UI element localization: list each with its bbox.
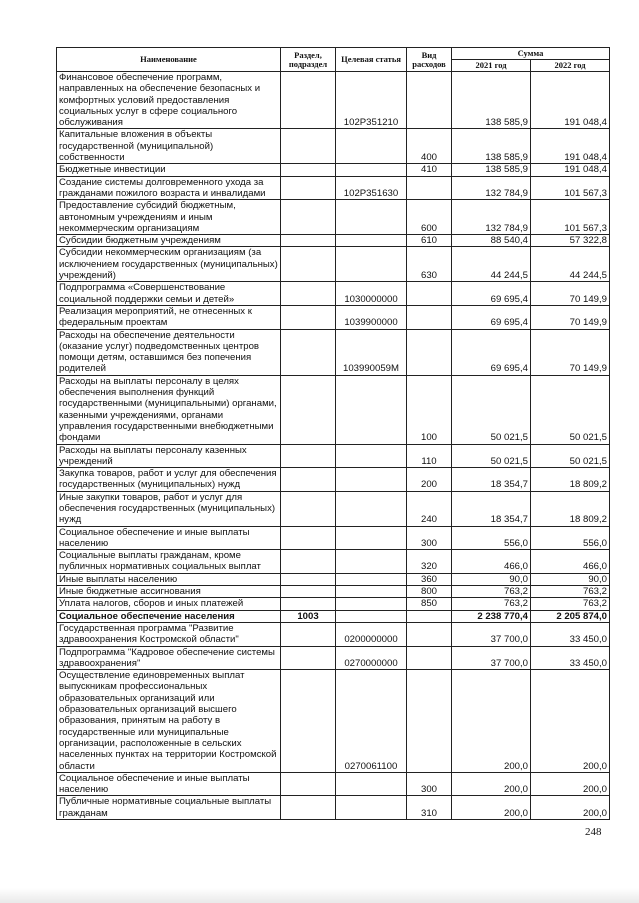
cell-2022: 191 048,4 bbox=[531, 72, 610, 129]
cell-2021: 200,0 bbox=[452, 772, 531, 796]
cell-section bbox=[281, 444, 336, 468]
cell-section bbox=[281, 550, 336, 574]
cell-type: 110 bbox=[407, 444, 452, 468]
cell-type: 400 bbox=[407, 129, 452, 164]
table-row bbox=[57, 282, 610, 306]
cell-type: 630 bbox=[407, 247, 452, 282]
cell-section bbox=[281, 796, 336, 820]
table-row bbox=[57, 772, 610, 796]
table-row bbox=[57, 176, 610, 200]
cell-2021: 132 784,9 bbox=[452, 200, 531, 235]
cell-target: 0270061100 bbox=[336, 670, 407, 773]
header-row bbox=[57, 48, 610, 60]
cell-2021: 763,2 bbox=[452, 586, 531, 598]
cell-type bbox=[407, 72, 452, 129]
cell-type: 300 bbox=[407, 526, 452, 550]
cell-section bbox=[281, 200, 336, 235]
cell-name: Капитальные вложения в объекты государственной (муниципальной) собственности bbox=[57, 129, 281, 164]
table-row bbox=[57, 491, 610, 526]
cell-2021: 18 354,7 bbox=[452, 468, 531, 492]
table-row bbox=[57, 550, 610, 574]
cell-2021: 200,0 bbox=[452, 670, 531, 773]
cell-type: 600 bbox=[407, 200, 452, 235]
table-row bbox=[57, 598, 610, 610]
cell-2021: 466,0 bbox=[452, 550, 531, 574]
cell-2022: 191 048,4 bbox=[531, 129, 610, 164]
header-2021: 2021 год bbox=[452, 60, 531, 72]
cell-name: Расходы на выплаты персоналу казенных учреждений bbox=[57, 444, 281, 468]
cell-2022: 101 567,3 bbox=[531, 200, 610, 235]
cell-name: Социальное обеспечение и иные выплаты населению bbox=[57, 526, 281, 550]
cell-2022: 90,0 bbox=[531, 573, 610, 585]
table-row bbox=[57, 622, 610, 646]
cell-type bbox=[407, 670, 452, 773]
cell-type: 360 bbox=[407, 573, 452, 585]
cell-name: Государственная программа "Развитие здравоохранения Костромской области" bbox=[57, 622, 281, 646]
cell-type: 240 bbox=[407, 491, 452, 526]
cell-name: Создание системы долговременного ухода за гражданами пожилого возраста и инвалидами bbox=[57, 176, 281, 200]
cell-name: Реализация мероприятий, не отнесенных к федеральным проектам bbox=[57, 305, 281, 329]
cell-2021: 763,2 bbox=[452, 598, 531, 610]
cell-type bbox=[407, 305, 452, 329]
cell-2021: 37 700,0 bbox=[452, 622, 531, 646]
cell-name: Уплата налогов, сборов и иных платежей bbox=[57, 598, 281, 610]
header-name: Наименование bbox=[57, 48, 281, 72]
scan-edge bbox=[0, 888, 639, 903]
cell-target bbox=[336, 129, 407, 164]
header-section: Раздел, подраздел bbox=[281, 48, 336, 72]
cell-2022: 57 322,8 bbox=[531, 235, 610, 247]
cell-section bbox=[281, 670, 336, 773]
cell-name: Предоставление субсидий бюджетным, автономным учреждениям и иным некоммерческим организациям bbox=[57, 200, 281, 235]
cell-2021: 37 700,0 bbox=[452, 646, 531, 670]
cell-2022: 556,0 bbox=[531, 526, 610, 550]
cell-target bbox=[336, 375, 407, 444]
cell-target: 1039900000 bbox=[336, 305, 407, 329]
cell-target bbox=[336, 468, 407, 492]
cell-2022: 70 149,9 bbox=[531, 282, 610, 306]
cell-target: 0270000000 bbox=[336, 646, 407, 670]
cell-section bbox=[281, 646, 336, 670]
cell-type bbox=[407, 329, 452, 375]
cell-name: Публичные нормативные социальные выплаты гражданам bbox=[57, 796, 281, 820]
table-row bbox=[57, 586, 610, 598]
cell-2021: 132 784,9 bbox=[452, 176, 531, 200]
cell-2022: 763,2 bbox=[531, 586, 610, 598]
cell-2022: 33 450,0 bbox=[531, 646, 610, 670]
cell-name: Подпрограмма «Совершенствование социальной поддержки семьи и детей» bbox=[57, 282, 281, 306]
cell-2021: 69 695,4 bbox=[452, 282, 531, 306]
cell-section: 1003 bbox=[281, 610, 336, 622]
cell-2021: 200,0 bbox=[452, 796, 531, 820]
cell-section bbox=[281, 491, 336, 526]
table-row bbox=[57, 129, 610, 164]
cell-target bbox=[336, 444, 407, 468]
cell-section bbox=[281, 375, 336, 444]
table-row bbox=[57, 375, 610, 444]
cell-name: Иные выплаты населению bbox=[57, 573, 281, 585]
cell-section bbox=[281, 468, 336, 492]
cell-2022: 2 205 874,0 bbox=[531, 610, 610, 622]
table-row bbox=[57, 305, 610, 329]
cell-section bbox=[281, 526, 336, 550]
cell-section bbox=[281, 772, 336, 796]
cell-type bbox=[407, 610, 452, 622]
cell-target: 1030000000 bbox=[336, 282, 407, 306]
cell-name: Подпрограмма "Кадровое обеспечение системы здравоохранения" bbox=[57, 646, 281, 670]
cell-2021: 69 695,4 bbox=[452, 329, 531, 375]
cell-2022: 200,0 bbox=[531, 772, 610, 796]
cell-2022: 18 809,2 bbox=[531, 491, 610, 526]
cell-type: 320 bbox=[407, 550, 452, 574]
table-row bbox=[57, 329, 610, 375]
cell-2022: 200,0 bbox=[531, 796, 610, 820]
cell-section bbox=[281, 586, 336, 598]
cell-type bbox=[407, 282, 452, 306]
cell-target bbox=[336, 772, 407, 796]
cell-2021: 556,0 bbox=[452, 526, 531, 550]
cell-section bbox=[281, 622, 336, 646]
table-row bbox=[57, 610, 610, 622]
cell-section bbox=[281, 282, 336, 306]
cell-name: Бюджетные инвестиции bbox=[57, 164, 281, 176]
cell-name: Расходы на выплаты персоналу в целях обеспечения выполнения функций государственными (муниципальными) органами, казенными учреждениями, органами управления государственными внебюджетными фондами bbox=[57, 375, 281, 444]
cell-2021: 138 585,9 bbox=[452, 164, 531, 176]
cell-target bbox=[336, 598, 407, 610]
cell-section bbox=[281, 164, 336, 176]
cell-target bbox=[336, 573, 407, 585]
cell-section bbox=[281, 129, 336, 164]
cell-2022: 44 244,5 bbox=[531, 247, 610, 282]
cell-2021: 138 585,9 bbox=[452, 129, 531, 164]
table-row bbox=[57, 235, 610, 247]
cell-type: 310 bbox=[407, 796, 452, 820]
cell-name: Социальные выплаты гражданам, кроме публичных нормативных социальных выплат bbox=[57, 550, 281, 574]
cell-2021: 50 021,5 bbox=[452, 444, 531, 468]
cell-name: Иные закупки товаров, работ и услуг для обеспечения государственных (муниципальных) нужд bbox=[57, 491, 281, 526]
cell-target: 102P351210 bbox=[336, 72, 407, 129]
cell-target bbox=[336, 247, 407, 282]
cell-name: Финансовое обеспечение программ, направленных на обеспечение безопасных и комфортных условий предоставления социальных услуг в сфере социального обслуживания bbox=[57, 72, 281, 129]
table-row bbox=[57, 164, 610, 176]
cell-section bbox=[281, 72, 336, 129]
cell-2022: 200,0 bbox=[531, 670, 610, 773]
cell-name: Осуществление единовременных выплат выпускникам профессиональных образовательных организаций или образовательных организаций высшего образования, принятым на работу в государственные или муниципальные организации, расположенные в сельских населенных пунктах на территории Костромской области bbox=[57, 670, 281, 773]
cell-name: Расходы на обеспечение деятельности (оказание услуг) подведомственных центров помощи детям, оставшимся без попечения родителей bbox=[57, 329, 281, 375]
cell-section bbox=[281, 235, 336, 247]
cell-2021: 90,0 bbox=[452, 573, 531, 585]
cell-type bbox=[407, 646, 452, 670]
table-row bbox=[57, 670, 610, 773]
cell-section bbox=[281, 329, 336, 375]
cell-2022: 33 450,0 bbox=[531, 622, 610, 646]
cell-2021: 88 540,4 bbox=[452, 235, 531, 247]
cell-type: 850 bbox=[407, 598, 452, 610]
table-row bbox=[57, 526, 610, 550]
cell-target bbox=[336, 200, 407, 235]
cell-type bbox=[407, 622, 452, 646]
cell-2021: 18 354,7 bbox=[452, 491, 531, 526]
cell-target bbox=[336, 491, 407, 526]
cell-2022: 70 149,9 bbox=[531, 329, 610, 375]
cell-2021: 2 238 770,4 bbox=[452, 610, 531, 622]
cell-target bbox=[336, 796, 407, 820]
cell-2022: 70 149,9 bbox=[531, 305, 610, 329]
cell-2022: 763,2 bbox=[531, 598, 610, 610]
header-type: Вид расходов bbox=[407, 48, 452, 72]
table-row bbox=[57, 573, 610, 585]
cell-name: Закупка товаров, работ и услуг для обеспечения государственных (муниципальных) нужд bbox=[57, 468, 281, 492]
cell-target bbox=[336, 164, 407, 176]
cell-type: 300 bbox=[407, 772, 452, 796]
cell-type: 100 bbox=[407, 375, 452, 444]
cell-type bbox=[407, 176, 452, 200]
cell-name: Субсидии бюджетным учреждениям bbox=[57, 235, 281, 247]
header-target: Целевая статья bbox=[336, 48, 407, 72]
cell-target bbox=[336, 586, 407, 598]
table-row bbox=[57, 646, 610, 670]
cell-section bbox=[281, 176, 336, 200]
header-sum: Сумма bbox=[452, 48, 610, 60]
cell-target bbox=[336, 550, 407, 574]
cell-type: 610 bbox=[407, 235, 452, 247]
table-row bbox=[57, 468, 610, 492]
cell-name: Социальное обеспечение и иные выплаты населению bbox=[57, 772, 281, 796]
cell-section bbox=[281, 573, 336, 585]
table-row bbox=[57, 796, 610, 820]
page-number: 248 bbox=[585, 826, 602, 838]
budget-table bbox=[56, 47, 610, 820]
table-row bbox=[57, 72, 610, 129]
cell-target: 103990059M bbox=[336, 329, 407, 375]
cell-2021: 138 585,9 bbox=[452, 72, 531, 129]
cell-name: Социальное обеспечение населения bbox=[57, 610, 281, 622]
table-row bbox=[57, 200, 610, 235]
cell-target bbox=[336, 235, 407, 247]
cell-section bbox=[281, 305, 336, 329]
cell-name: Субсидии некоммерческим организациям (за исключением государственных (муниципальных) учреждений) bbox=[57, 247, 281, 282]
cell-section bbox=[281, 247, 336, 282]
cell-2022: 18 809,2 bbox=[531, 468, 610, 492]
cell-2022: 466,0 bbox=[531, 550, 610, 574]
cell-2022: 50 021,5 bbox=[531, 375, 610, 444]
table-body bbox=[57, 72, 610, 820]
table-row bbox=[57, 247, 610, 282]
table-row bbox=[57, 444, 610, 468]
cell-2021: 44 244,5 bbox=[452, 247, 531, 282]
cell-target bbox=[336, 526, 407, 550]
cell-section bbox=[281, 598, 336, 610]
cell-target bbox=[336, 610, 407, 622]
cell-target: 0200000000 bbox=[336, 622, 407, 646]
header-2022: 2022 год bbox=[531, 60, 610, 72]
cell-type: 200 bbox=[407, 468, 452, 492]
cell-type: 410 bbox=[407, 164, 452, 176]
cell-2021: 50 021,5 bbox=[452, 375, 531, 444]
cell-name: Иные бюджетные ассигнования bbox=[57, 586, 281, 598]
cell-2022: 191 048,4 bbox=[531, 164, 610, 176]
cell-2021: 69 695,4 bbox=[452, 305, 531, 329]
cell-type: 800 bbox=[407, 586, 452, 598]
cell-2022: 101 567,3 bbox=[531, 176, 610, 200]
cell-2022: 50 021,5 bbox=[531, 444, 610, 468]
cell-target: 102P351630 bbox=[336, 176, 407, 200]
